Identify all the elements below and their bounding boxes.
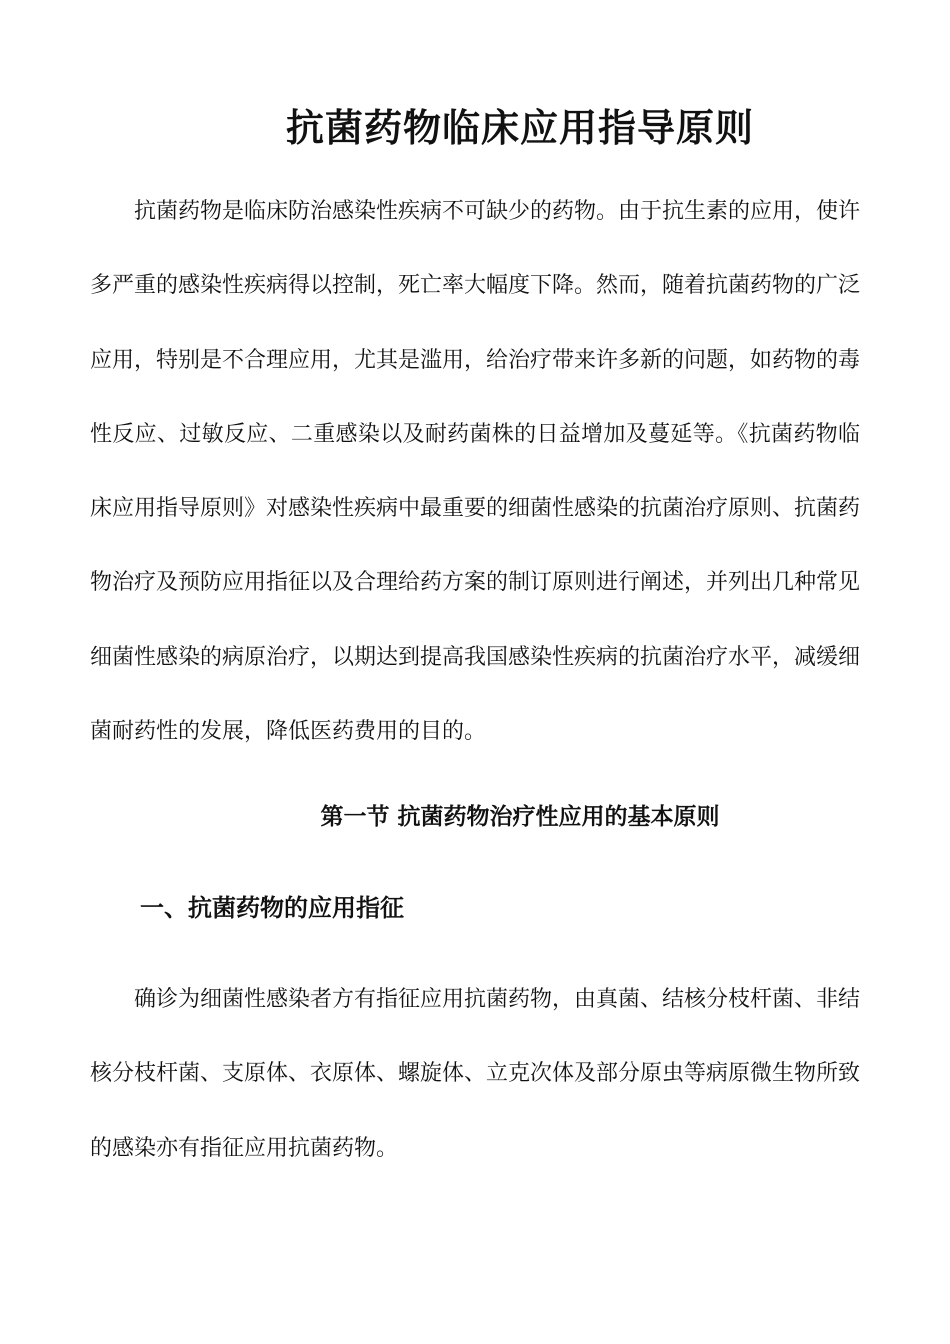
subsection-heading: 一、抗菌药物的应用指征: [140, 894, 404, 922]
intro-paragraph: 抗菌药物是临床防治感染性疾病不可缺少的药物。由于抗生素的应用，使许多严重的感染性疾病得以控制，死亡率大幅度下降。然而，随着抗菌药物的广泛应用，特别是不合理应用，尤其是滥用，给治疗带来许多新的问题，如药物的毒性反应、过敏反应、二重感染以及耐药菌株的日益增加及蔓延等。《抗菌药物临床应用指导原则》对感染性疾病中最重要的细菌性感染的抗菌治疗原则、抗菌药物治疗及预防应用指征以及合理给药方案的制订原则进行阐述，并列出几种常见细菌性感染的病原治疗，以期达到提高我国感染性疾病的抗菌治疗水平，减缓细菌耐药性的发展，降低医药费用的目的。: [90, 199, 861, 745]
indication-paragraph: 确诊为细菌性感染者方有指征应用抗菌药物，由真菌、结核分枝杆菌、非结核分枝杆菌、支原体、衣原体、螺旋体、立克次体及部分原虫等病原微生物所致的感染亦有指征应用抗菌药物。: [90, 987, 861, 1161]
section-heading: 第一节 抗菌药物治疗性应用的基本原则: [320, 804, 720, 830]
document-title: 抗菌药物临床应用指导原则: [285, 106, 754, 150]
